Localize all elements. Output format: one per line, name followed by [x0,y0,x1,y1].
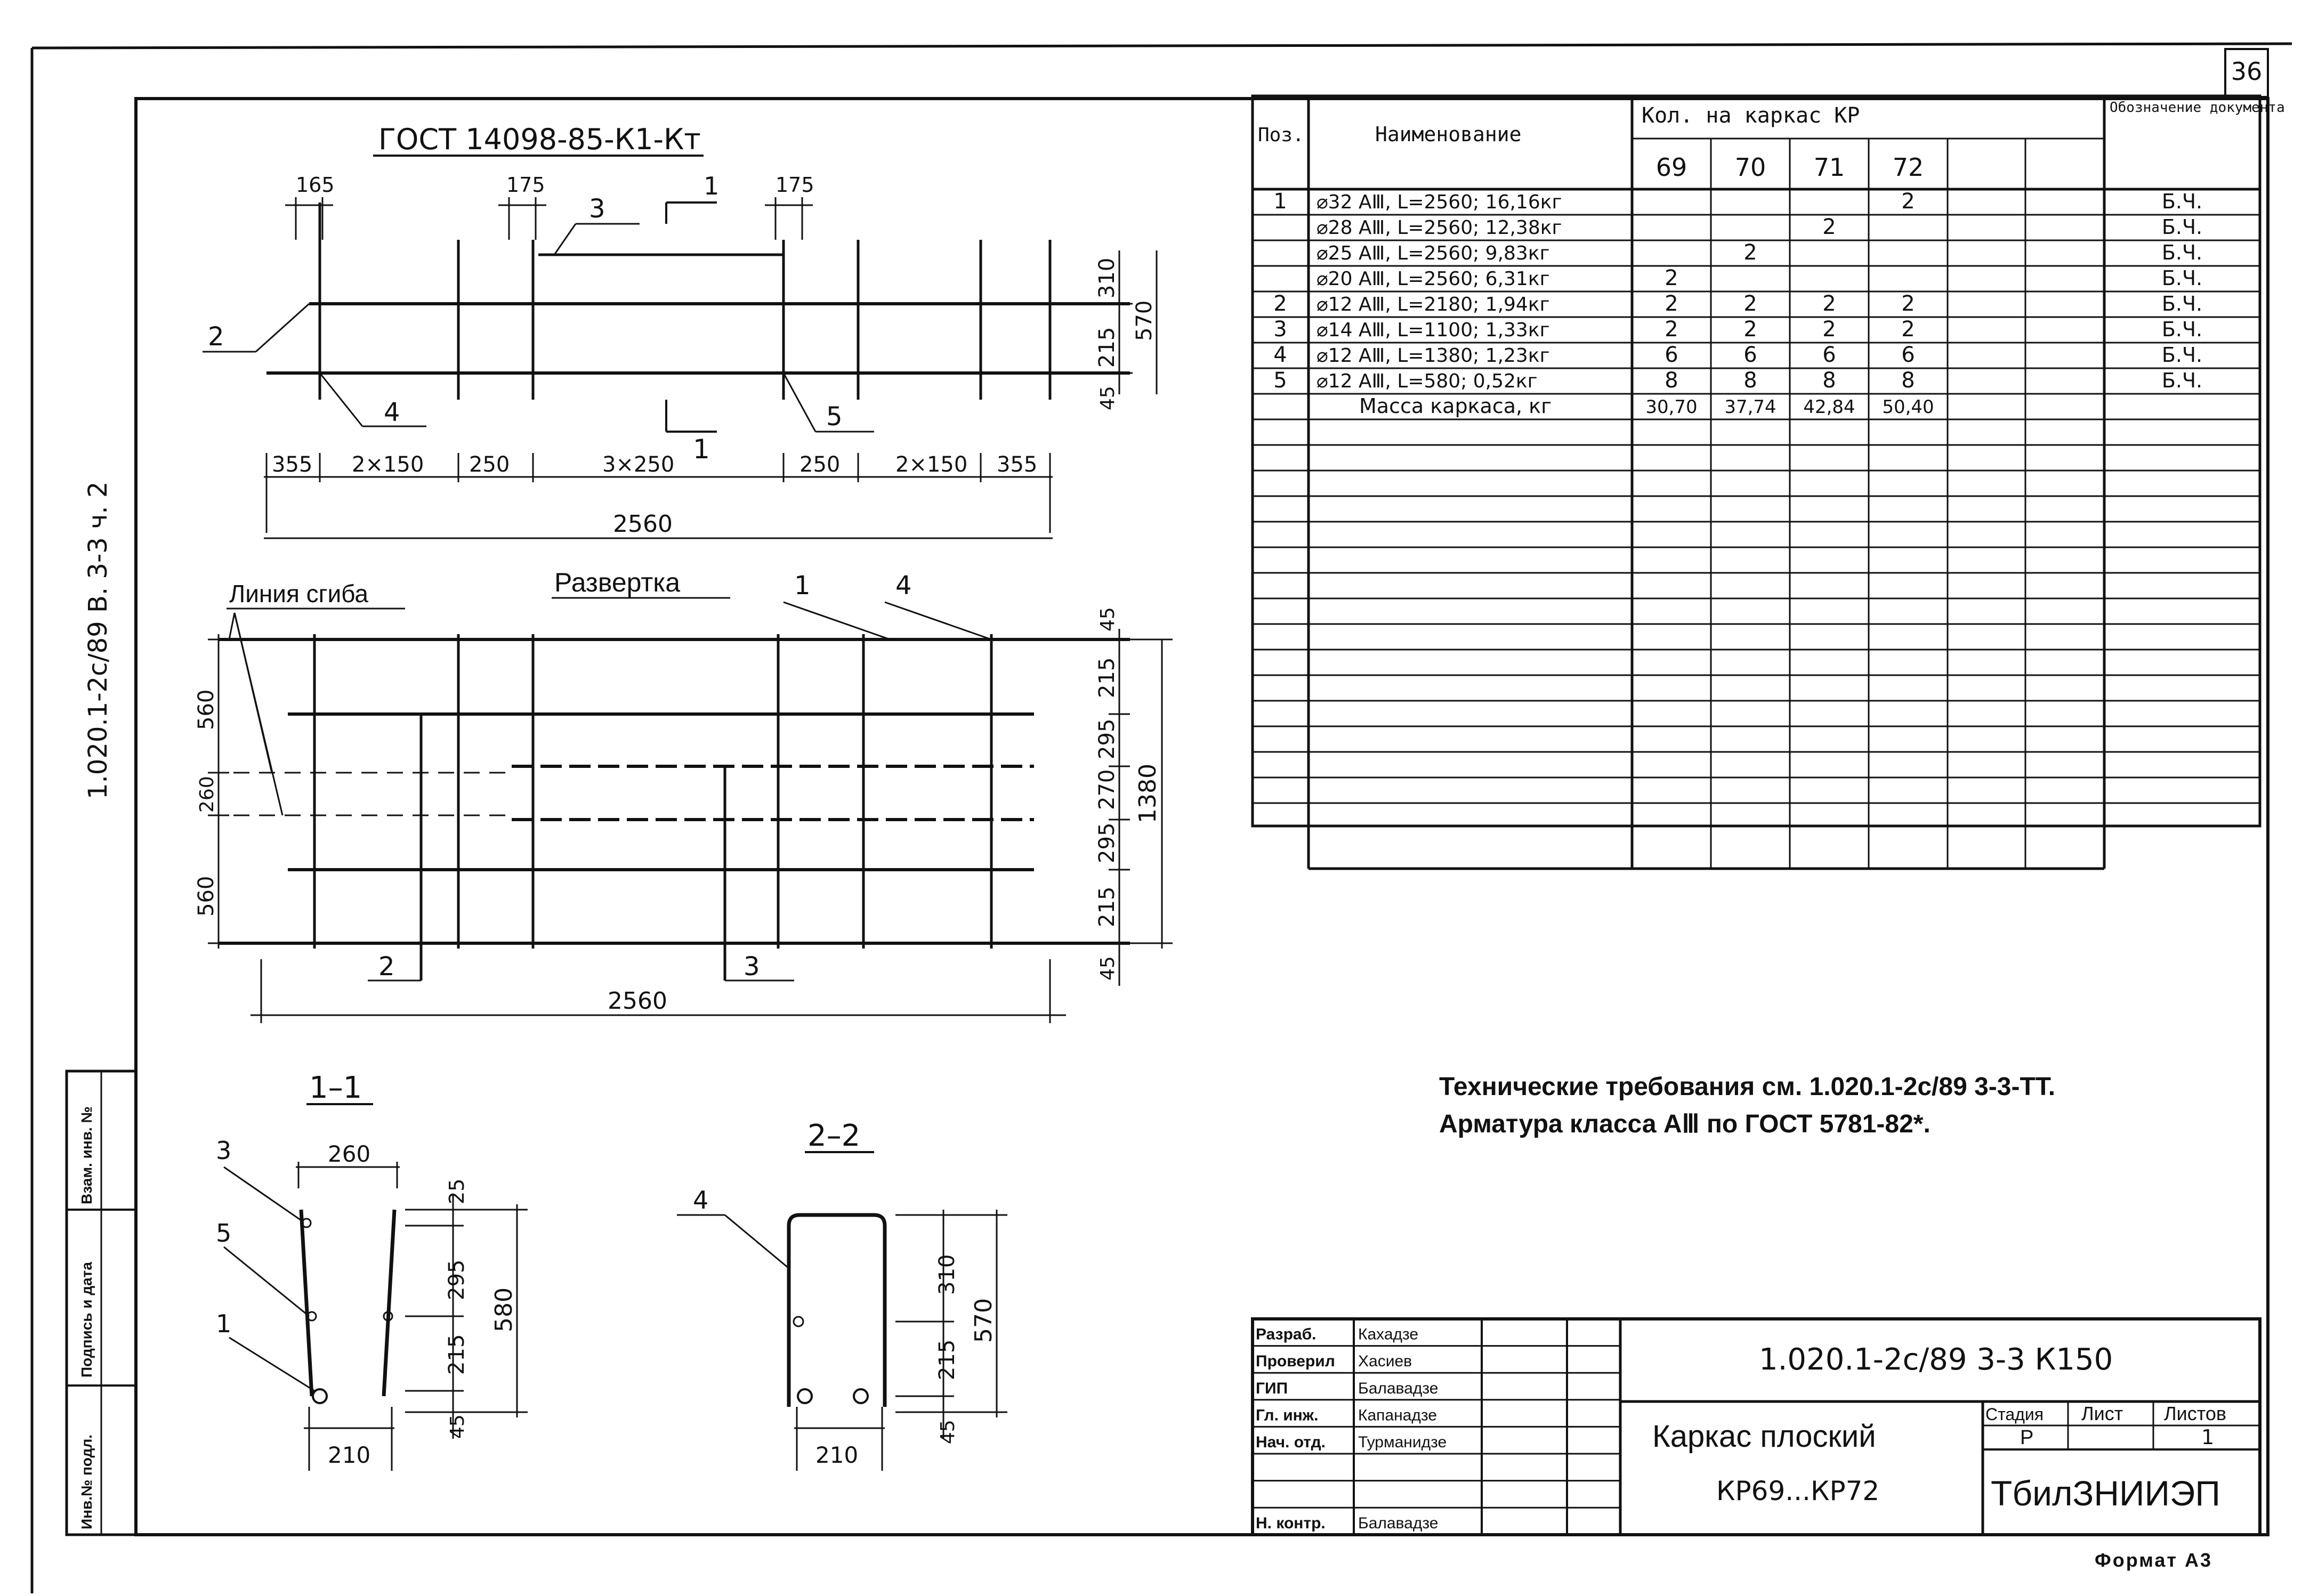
tb-role: Нач. отд. [1256,1433,1326,1451]
spec-row-pos: 3 [1273,317,1287,342]
section-mark-bottom: 1 [693,434,710,465]
spec-row-qty: 2 [1901,291,1915,316]
section-1-1-callout-5: 5 [216,1219,232,1247]
dim-3x250: 3×250 [602,452,675,477]
spec-row-qty: 2 [1822,317,1836,342]
unfolded-view [194,568,1173,1023]
tb-person: Турманидзе [1358,1433,1447,1451]
section-1-1-callout-3: 3 [216,1136,232,1165]
tb-doc-code: 1.020.1-2с/89 3-3 К150 [1759,1342,2113,1377]
section-1-1-width-top: 260 [328,1141,371,1167]
section-2-2-callout-4: 4 [693,1186,709,1214]
razvertka-callout-3: 3 [744,952,760,982]
tb-role: ГИП [1256,1379,1288,1397]
dim-top-165: 165 [296,173,335,197]
spec-row-name: ⌀12 АⅢ, L=580; 0,52кг [1317,370,1538,392]
spec-row-doc: Б.Ч. [2161,241,2203,264]
dim-2560-razv: 2560 [608,987,667,1015]
tb-sheets-header: Листов [2164,1403,2226,1424]
spec-row-qty: 2 [1822,291,1836,316]
spec-row-qty: 6 [1901,343,1915,367]
spec-qty-header: 71 [1813,153,1845,182]
spec-row-doc: Б.Ч. [2161,292,2203,315]
razvertka-title: Развертка [554,568,681,597]
spec-row-doc: Б.Ч. [2161,343,2203,367]
dim-right-1380: 1380 [1134,764,1161,823]
spec-table [1253,96,2285,869]
note-2: Арматура класса АⅢ по ГОСТ 5781-82*. [1439,1110,1931,1138]
side-stamp-sign: Подпись и дата [78,1262,95,1378]
dim-355a: 355 [272,452,313,477]
spec-row-qty: 2 [1901,317,1915,342]
section-1-1-dim-295: 295 [445,1259,469,1300]
dim-top-175b: 175 [776,173,814,197]
section-1-1 [216,1071,528,1471]
tb-object-subtitle: КР69...КР72 [1716,1476,1880,1506]
section-2-2-dim-310: 310 [935,1254,959,1295]
spec-row-qty: 2 [1743,291,1757,316]
callout-2: 2 [208,322,224,352]
tb-stage-header: Стадия [1985,1405,2044,1424]
section-2-2-dim-215: 215 [935,1339,959,1380]
spec-row-name: ⌀12 АⅢ, L=1380; 1,23кг [1317,345,1550,367]
spec-row-qty: 37,74 [1724,396,1776,418]
spec-row-name: ⌀28 АⅢ, L=2560; 12,38кг [1317,217,1562,239]
spec-row-qty: 50,40 [1882,396,1934,418]
dim-215: 215 [1095,327,1119,368]
side-stamp [67,1071,136,1535]
dim-left-260: 260 [196,776,218,813]
spec-row-qty: 2 [1665,317,1678,342]
dim-355b: 355 [997,452,1038,477]
spec-row-qty: 6 [1743,343,1757,367]
spec-row-pos: 2 [1273,291,1287,316]
spec-qty-header: 72 [1892,153,1924,182]
side-stamp-vzam: Взам. инв. № [78,1106,95,1204]
tb-person: Капанадзе [1358,1406,1437,1424]
spec-row-doc: Б.Ч. [2161,266,2203,290]
dim-45: 45 [1097,386,1119,410]
tb-sheets: 1 [2201,1425,2215,1449]
tb-stage: Р [2020,1427,2034,1449]
spec-row-qty: 8 [1822,368,1836,393]
spec-row-name: ⌀25 АⅢ, L=2560; 9,83кг [1317,242,1550,264]
dim-250b: 250 [799,452,841,477]
section-1-1-dim-25: 25 [445,1178,469,1204]
section-1-1-title: 1–1 [309,1071,362,1105]
bend-line-label: Линия сгиба [229,580,369,607]
spec-row-pos: 4 [1273,343,1287,367]
spec-row-name: Масса каркаса, кг [1359,394,1552,418]
section-1-1-dim-580: 580 [490,1287,518,1332]
dim-right-295b: 295 [1095,822,1119,863]
side-stamp-inv: Инв.№ подл. [78,1434,95,1529]
spec-row-doc: Б.Ч. [2161,369,2203,392]
dim-left-560b: 560 [194,876,219,917]
dim-250a: 250 [469,452,510,477]
dim-right-45a: 45 [1097,607,1119,631]
tb-role: Проверил [1256,1352,1335,1371]
tb-person: Кахадзе [1358,1325,1419,1343]
callout-3: 3 [589,194,605,224]
section-2-2 [677,1119,1007,1471]
tb-object-title: Каркас плоский [1652,1419,1876,1454]
spec-row-qty: 6 [1665,343,1678,367]
spec-row-doc: Б.Ч. [2161,318,2203,341]
left-margin-code: 1.020.1-2с/89 В. 3-3 ч. 2 [83,481,113,799]
format-label: Формат А3 [2095,1549,2213,1571]
spec-row-qty: 2 [1822,215,1836,239]
spec-row-name: ⌀12 АⅢ, L=2180; 1,94кг [1317,294,1550,315]
tb-sheet-header: Лист [2081,1403,2123,1424]
spec-row-doc: Б.Ч. [2161,215,2203,239]
frame-elevation [203,123,1157,538]
spec-header-doc: Обозначение документа [2110,100,2285,116]
sheet-number: 36 [2231,57,2263,86]
dim-2x150b: 2×150 [895,452,968,477]
section-1-1-width-bottom: 210 [328,1442,371,1468]
section-2-2-dim-45: 45 [937,1420,959,1444]
tb-role: Разраб. [1256,1325,1317,1343]
section-1-1-callout-1: 1 [216,1309,232,1338]
dim-2x150a: 2×150 [352,452,424,477]
spec-header-qty: Кол. на каркас КР [1642,103,1860,128]
section-mark-top: 1 [704,172,720,200]
note-1: Технические требования см. 1.020.1-2с/89 3-3-ТТ. [1439,1073,2056,1101]
razvertka-callout-2: 2 [378,952,395,982]
spec-row-qty: 8 [1901,368,1915,393]
title-block [1253,1319,2260,1535]
spec-row-qty: 2 [1901,189,1915,214]
dim-left-560a: 560 [194,689,219,730]
dim-right-295a: 295 [1095,718,1119,759]
section-2-2-dim-570: 570 [970,1298,997,1343]
tb-person: Балавадзе [1358,1379,1439,1397]
callout-5: 5 [826,402,843,432]
spec-row-qty: 2 [1743,240,1757,265]
dim-570: 570 [1132,300,1157,341]
razvertka-callout-4: 4 [895,571,912,601]
razvertka-callout-1: 1 [794,571,811,601]
spec-row-qty: 8 [1743,368,1757,393]
tb-person: Балавадзе [1358,1514,1439,1532]
spec-row-qty: 42,84 [1803,396,1855,418]
dim-2560-top: 2560 [613,511,673,538]
spec-row-name: ⌀20 АⅢ, L=2560; 6,31кг [1317,268,1550,290]
gost-label: ГОСТ 14098-85-К1-Кт [378,123,701,156]
section-2-2-width-bottom: 210 [815,1442,859,1468]
spec-qty-header: 69 [1655,153,1687,182]
dim-right-215a: 215 [1095,657,1119,698]
spec-row-name: ⌀32 АⅢ, L=2560; 16,16кг [1317,191,1562,213]
spec-header-name: Наименование [1375,123,1522,146]
section-1-1-dim-215: 215 [445,1334,469,1375]
spec-row-qty: 6 [1822,343,1836,367]
spec-row-pos: 5 [1273,368,1287,393]
spec-row-name: ⌀14 АⅢ, L=1100; 1,33кг [1317,319,1550,341]
spec-row-qty: 8 [1665,368,1678,393]
spec-row-qty: 30,70 [1645,396,1698,418]
section-1-1-dim-45: 45 [447,1414,469,1439]
spec-row-doc: Б.Ч. [2161,190,2203,213]
spec-row-qty: 2 [1665,266,1678,290]
spec-row-qty: 2 [1665,291,1678,316]
spec-row-qty: 2 [1743,317,1757,342]
dim-310: 310 [1095,257,1119,298]
spec-qty-header: 70 [1734,153,1766,182]
callout-4: 4 [384,398,400,427]
section-2-2-title: 2–2 [807,1119,861,1153]
dim-right-45b: 45 [1097,956,1119,981]
dim-right-270: 270 [1095,769,1119,810]
dim-right-215b: 215 [1095,886,1119,927]
tb-organization: ТбилЗНИИЭП [1991,1473,2220,1513]
spec-header-pos: Поз. [1258,124,1304,146]
tb-person: Хасиев [1358,1352,1412,1371]
tb-role: Н. контр. [1256,1514,1326,1532]
dim-top-175a: 175 [506,173,545,197]
spec-row-pos: 1 [1273,189,1287,214]
tb-role: Гл. инж. [1256,1406,1319,1424]
